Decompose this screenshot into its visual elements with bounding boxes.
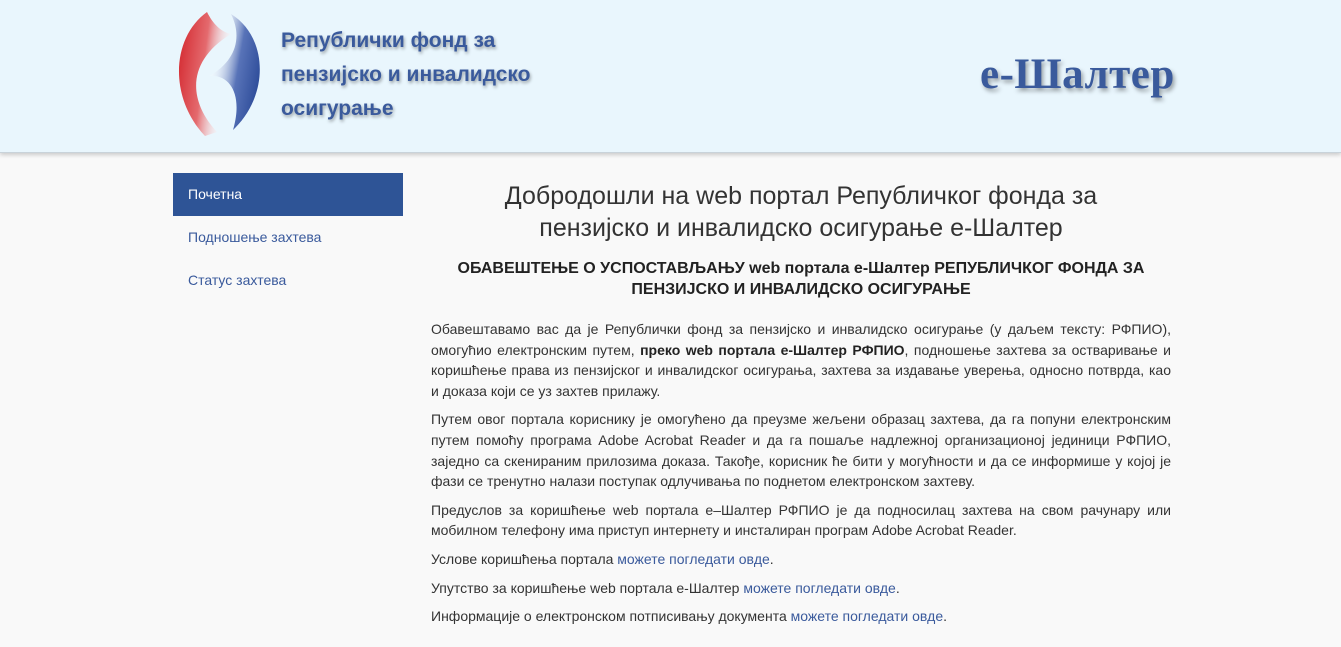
sidebar-nav [173, 173, 403, 302]
terms-period: . [769, 550, 774, 567]
e-signature-link[interactable]: можете погледати овде [790, 608, 944, 625]
e-signature-text: Информације о електронском потписивању документа [431, 608, 791, 625]
intro-paragraph [431, 319, 1171, 401]
intro-text-start: Обавештавамо вас да је Републички фонд за пензијско и инвалидско осигурање (у даљем тексту: РФПИО), омогућио електронским путем, [431, 321, 1171, 358]
terms-line [431, 549, 1171, 570]
e-signature-period: . [943, 608, 948, 625]
notice-heading: ОБАВЕШТЕЊЕ О УСПОСТАВЉАЊУ web портала е-Шалтер РЕПУБЛИЧКОГ ФОНДА ЗА ПЕНЗИЈСКО И ИНВАЛИДСКО ОСИГУРАЊЕ [457, 260, 1145, 298]
organization-name: Републички фонд за пензијско и инвалидско осигурање [281, 29, 531, 120]
guide-period: . [895, 579, 900, 596]
guide-text: Упутство за коришћење web портала е-Шалтер [431, 579, 744, 596]
terms-text: Услове коришћења портала [431, 550, 618, 567]
sidebar-item-home[interactable]: Почетна [173, 173, 403, 216]
page-title: Добродошли на web портал Републичког фонда за пензијско и инвалидско осигурање е-Шалтер [504, 182, 1098, 242]
intro-text-end: , подношење захтева за остваривање и коришћење права из пензијског и инвалидског осигурања, захтева за издавање уверења, односно потврда, као и доказа који се уз захтев прилажу. [431, 341, 1171, 399]
app-title: е-Шалтер [980, 51, 1175, 98]
sidebar-item-request-status[interactable]: Статус захтева [188, 272, 287, 288]
main-content [431, 180, 1171, 627]
terms-link[interactable]: можете погледати овде [617, 550, 770, 567]
intro-text-bold: преко web портала е-Шалтер РФПИО [640, 341, 905, 358]
e-signature-line [431, 606, 1171, 627]
rfpio-logo[interactable] [171, 10, 267, 138]
prerequisite-paragraph: Предуслов за коришћење web портала е–Шалтер РФПИО је да подносилац захтева на свом рачунару или мобилном телефону има приступ интернету и инсталиран програм Adobe Acrobat Reader. [431, 501, 1171, 539]
sidebar-item-submit-request[interactable]: Подношење захтева [188, 229, 322, 245]
guide-link[interactable]: можете погледати овде [743, 579, 896, 596]
portal-usage-paragraph: Путем овог портала кориснику је омогућено да преузме жељени образац захтева, да га попуни електронским путем помоћу програма Adobe Acrobat Reader и да га пошаље надлежној организационој јединици РФПИО, заједно са скенираним прилозима доказа. Такође, корисник ће бити у могућности и да се информише у којој је фази се тренутно налази поступак одлучивања по поднетом електронском захтеву. [431, 411, 1171, 490]
guide-line [431, 578, 1171, 599]
site-header [0, 0, 1341, 153]
